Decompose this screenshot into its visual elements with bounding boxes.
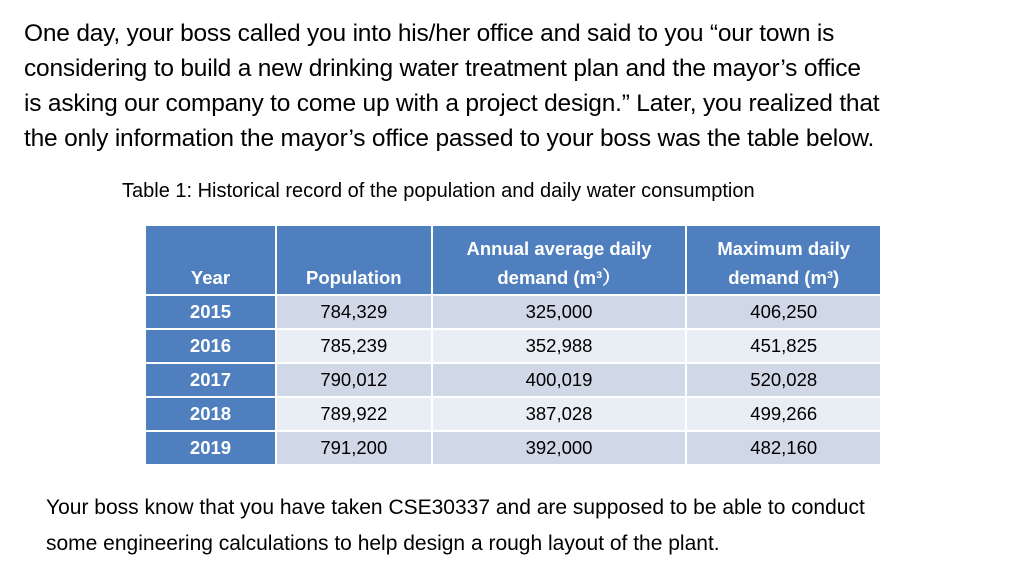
row-population: 785,239 xyxy=(276,329,432,363)
intro-line: the only information the mayor’s office passed to your boss was the table below. xyxy=(24,125,875,152)
row-population: 784,329 xyxy=(276,295,432,329)
header-avg-line2: demand (m³） xyxy=(497,267,621,288)
header-avg-line1: Annual average daily xyxy=(466,238,652,259)
table-header-row xyxy=(145,225,881,295)
closing-line: Your boss know that you have taken CSE30337 and are supposed to be able to conduct xyxy=(46,496,865,519)
row-average-demand: 400,019 xyxy=(432,363,687,397)
row-average-demand: 325,000 xyxy=(432,295,687,329)
closing-line: some engineering calculations to help design a rough layout of the plant. xyxy=(46,532,720,555)
row-population: 789,922 xyxy=(276,397,432,431)
row-maximum-demand: 482,160 xyxy=(686,431,881,465)
table-row xyxy=(145,295,881,329)
table-row xyxy=(145,397,881,431)
header-max-line2: demand (m³) xyxy=(728,267,840,288)
row-maximum-demand: 451,825 xyxy=(686,329,881,363)
row-maximum-demand: 520,028 xyxy=(686,363,881,397)
row-year: 2018 xyxy=(145,397,276,431)
intro-line: is asking our company to come up with a project design.” Later, you realized that xyxy=(24,90,880,117)
table-row xyxy=(145,363,881,397)
header-year: Year xyxy=(145,225,276,295)
row-maximum-demand: 406,250 xyxy=(686,295,881,329)
table-row xyxy=(145,431,881,465)
header-annual-average-demand xyxy=(432,225,687,295)
row-year: 2019 xyxy=(145,431,276,465)
row-average-demand: 352,988 xyxy=(432,329,687,363)
row-average-demand: 387,028 xyxy=(432,397,687,431)
row-year: 2015 xyxy=(145,295,276,329)
row-population: 791,200 xyxy=(276,431,432,465)
row-maximum-demand: 499,266 xyxy=(686,397,881,431)
row-year: 2017 xyxy=(145,363,276,397)
row-average-demand: 392,000 xyxy=(432,431,687,465)
population-demand-table xyxy=(144,224,882,466)
intro-line: considering to build a new drinking water treatment plan and the mayor’s office xyxy=(24,55,861,82)
table-caption: Table 1: Historical record of the population and daily water consumption xyxy=(122,180,755,202)
header-maximum-daily-demand xyxy=(686,225,881,295)
table-row xyxy=(145,329,881,363)
header-population: Population xyxy=(276,225,432,295)
intro-line: One day, your boss called you into his/her office and said to you “our town is xyxy=(24,20,835,47)
intro-paragraph xyxy=(24,16,1014,156)
row-population: 790,012 xyxy=(276,363,432,397)
row-year: 2016 xyxy=(145,329,276,363)
closing-paragraph xyxy=(46,490,1006,562)
header-max-line1: Maximum daily xyxy=(717,238,851,259)
